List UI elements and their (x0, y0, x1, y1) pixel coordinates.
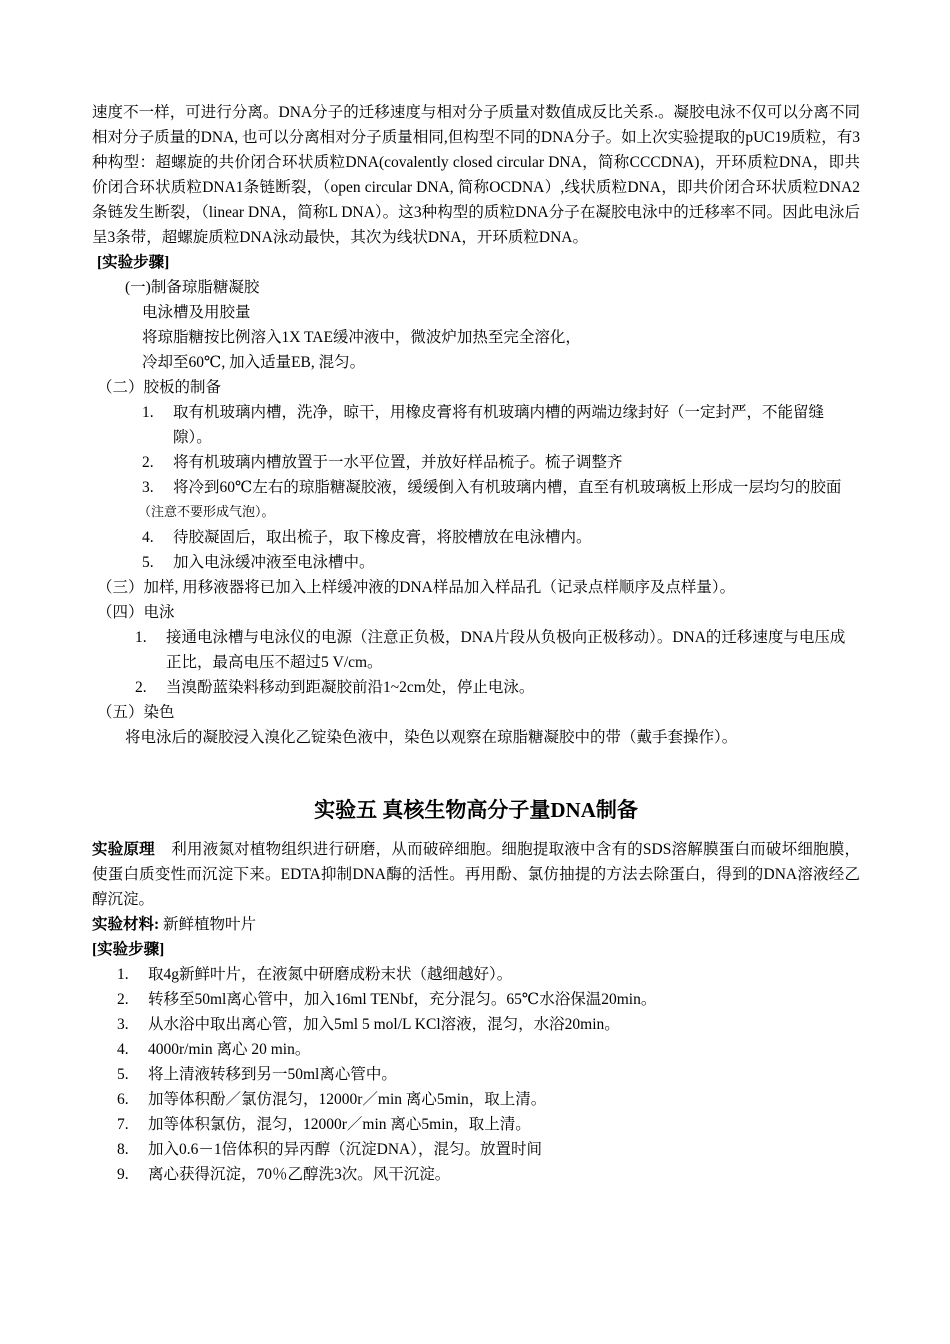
list-number: 2. (135, 679, 147, 696)
document-content (92, 100, 860, 1187)
section-5-text: 将电泳后的凝胶浸入溴化乙锭染色液中，染色以观察在琼脂糖凝胶中的带（戴手套操作）。 (125, 729, 738, 746)
list-item (92, 675, 860, 700)
list-text: 加入0.6－1倍体积的异丙醇（沉淀DNA），混匀。放置时间 (148, 1141, 542, 1158)
list-item (92, 987, 860, 1012)
list-item (92, 1087, 860, 1112)
list-item (92, 625, 860, 675)
list-text: 离心获得沉淀，70％乙醇洗3次。风干沉淀。 (148, 1166, 451, 1183)
list-number: 2. (142, 454, 154, 471)
section-1-line: 冷却至60℃, 加入适量EB, 混匀。 (142, 354, 366, 371)
list-number: 4. (142, 529, 154, 546)
section-2-title: （二）胶板的制备 (97, 379, 222, 396)
list-item (92, 475, 860, 500)
section-5-title: （五）染色 (97, 704, 175, 721)
list-text: 待胶凝固后，取出梳子，取下橡皮膏，将胶槽放在电泳槽内。 (173, 529, 592, 546)
section-1-title: (一)制备琼脂糖凝胶 (125, 279, 260, 296)
list-item (92, 1137, 860, 1162)
list-text: 将上清液转移到另一50ml离心管中。 (148, 1066, 397, 1083)
list-item (92, 1062, 860, 1087)
list-text: 接通电泳槽与电泳仪的电源（注意正负极，DNA片段从负极向正极移动）。DNA的迁移速度与电压成正比，最高电压不超过5 V/cm。 (166, 629, 846, 671)
principle-label: 实验原理 (92, 841, 155, 858)
list-item (92, 1112, 860, 1137)
list-item (92, 550, 860, 575)
list-item (92, 1037, 860, 1062)
list-number: 8. (117, 1141, 129, 1158)
list-text: 转移至50ml离心管中，加入16ml TENbf，充分混匀。65℃水浴保温20min。 (148, 991, 657, 1008)
list-text: 4000r/min 离心 20 min。 (148, 1041, 311, 1058)
list-item (92, 450, 860, 475)
list-text: 加等体积酚／氯仿混匀，12000r／min 离心5min，取上清。 (148, 1091, 547, 1108)
exp5-steps-heading: [实验步骤] (92, 941, 165, 958)
list-number: 6. (117, 1091, 129, 1108)
list-text: 将有机玻璃内槽放置于一水平位置，并放好样品梳子。梳子调整齐 (173, 454, 623, 471)
list-number: 1. (142, 404, 154, 421)
steps-heading: [实验步骤] (97, 254, 170, 271)
principle-paragraph (92, 837, 860, 912)
list-number: 2. (117, 991, 129, 1008)
section-2-note: （注意不要形成气泡）。 (138, 505, 275, 520)
section-1-line: 将琼脂糖按比例溶入1X TAE缓冲液中，微波炉加热至完全溶化， (142, 329, 581, 346)
list-number: 7. (117, 1116, 129, 1133)
material-label: 实验材料: (92, 916, 160, 933)
principle-text: 利用液氮对植物组织进行研磨，从而破碎细胞。细胞提取液中含有的SDS溶解膜蛋白而破坏细胞膜，使蛋白质变性而沉淀下来。EDTA抑制DNA酶的活性。再用酚、氯仿抽提的方法去除蛋白，得到的DNA溶液经乙醇沉淀。 (92, 841, 860, 908)
list-number: 5. (142, 554, 154, 571)
section-1-line: 电泳槽及用胶量 (142, 304, 251, 321)
list-number: 3. (117, 1016, 129, 1033)
list-number: 1. (135, 629, 147, 646)
list-item (92, 962, 860, 987)
list-text: 加等体积氯仿，混匀，12000r／min 离心5min，取上清。 (148, 1116, 531, 1133)
list-text: 从水浴中取出离心管，加入5ml 5 mol/L KCl溶液，混匀，水浴20min。 (148, 1016, 620, 1033)
experiment-5-title: 实验五 真核生物高分子量DNA制备 (314, 798, 638, 822)
list-text: 取4g新鲜叶片，在液氮中研磨成粉末状（越细越好）。 (148, 966, 513, 983)
section-3-text: （三）加样, 用移液器将已加入上样缓冲液的DNA样品加入样品孔（记录点样顺序及点样量）。 (97, 579, 736, 596)
list-number: 3. (142, 479, 154, 496)
list-text: 加入电泳缓冲液至电泳槽中。 (173, 554, 375, 571)
list-text: 当溴酚蓝染料移动到距凝胶前沿1~2cm处，停止电泳。 (166, 679, 535, 696)
list-number: 9. (117, 1166, 129, 1183)
material-line (92, 912, 860, 937)
list-number: 4. (117, 1041, 129, 1058)
list-item (92, 1012, 860, 1037)
material-text: 新鲜植物叶片 (163, 916, 257, 933)
list-item (92, 400, 860, 450)
list-number: 5. (117, 1066, 129, 1083)
list-text: 将冷到60℃左右的琼脂糖凝胶液，缓缓倒入有机玻璃内槽，直至有机玻璃板上形成一层均匀的胶面 (173, 479, 842, 496)
section-4-title: （四）电泳 (97, 604, 175, 621)
list-text: 取有机玻璃内槽，洗净，晾干，用橡皮膏将有机玻璃内槽的两端边缘封好（一定封严，不能留缝隙）。 (173, 404, 825, 446)
list-item (92, 525, 860, 550)
list-item (92, 1162, 860, 1187)
list-number: 1. (117, 966, 129, 983)
intro-paragraph: 速度不一样，可进行分离。DNA分子的迁移速度与相对分子质量对数值成反比关系.。凝胶电泳不仅可以分离不同相对分子质量的DNA, 也可以分离相对分子质量相同,但构型不同的DNA分子。如上次实验提取的pUC19质粒，有3种构型：超螺旋的共价闭合环状质粒DNA(covalently closed circular DNA，简称CCCDNA)，开环质粒DNA，即共价闭合环状质粒DNA1条链断裂，（open circular DNA, 简称OCDNA）,线状质粒DNA，即共价闭合环状质粒DNA2条链发生断裂，（linear DNA，简称L DNA）。这3种构型的质粒DNA分子在凝胶电泳中的迁移率不同。因此电泳后呈3条带，超螺旋质粒DNA泳动最快，其次为线状DNA，开环质粒DNA。 (92, 104, 860, 246)
